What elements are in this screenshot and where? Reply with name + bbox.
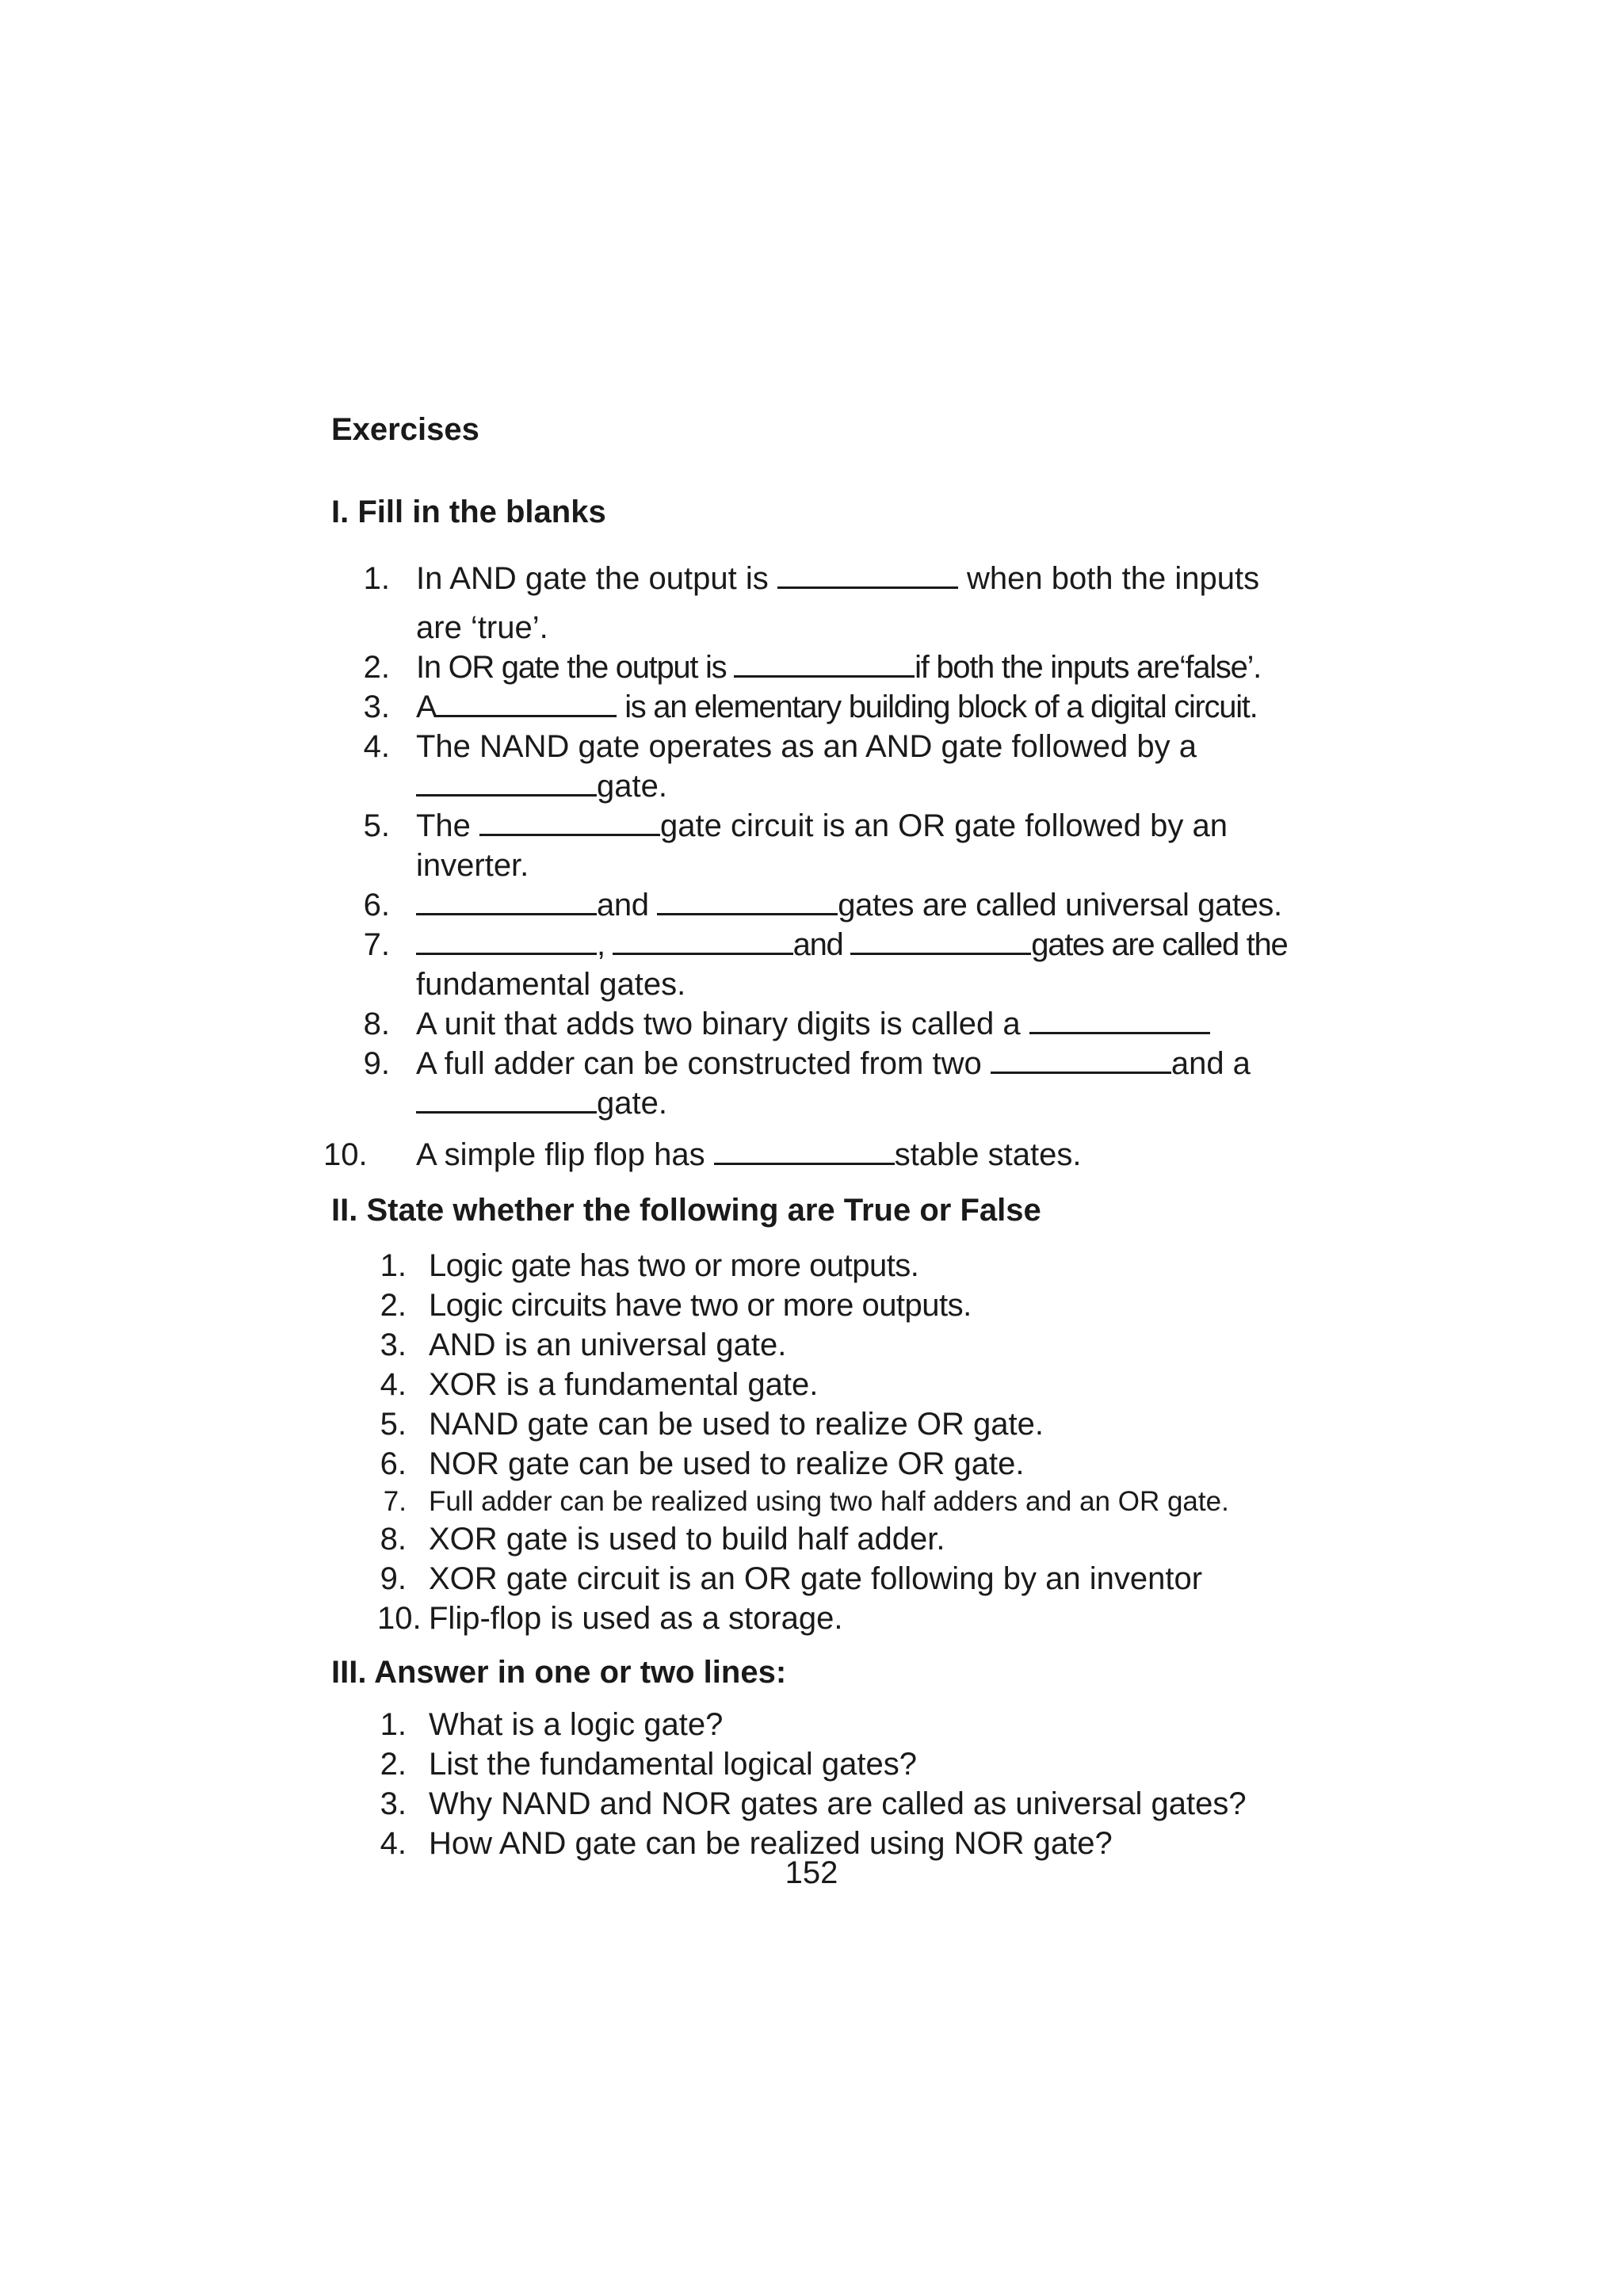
item-number: 9. [363,1046,390,1081]
answer-blank [734,651,915,678]
question-line: gate. [416,770,667,802]
item-number: 6. [363,888,390,923]
question-line: The gate circuit is an OR gate followed by an [416,808,1228,843]
answer-blank [436,691,617,717]
answer-blank [416,1087,597,1114]
answer-blank [613,929,793,955]
answer-blank [850,929,1031,955]
item-number: 10. [323,1137,368,1172]
question-line: A is an elementary building block of a digital circuit. [416,690,1258,724]
statement-line: NAND gate can be used to realize OR gate. [429,1407,1044,1442]
item-number: 1. [363,561,390,596]
item-number: 8. [380,1522,407,1557]
statement-line: XOR is a fundamental gate. [429,1367,819,1402]
question-line: , and gates are called the [416,929,1287,961]
section-heading-short-answer: III. Answer in one or two lines: [331,1655,787,1690]
answer-blank [479,810,660,836]
section-heading-true-false: II. State whether the following are True or False [331,1193,1041,1228]
item-number: 9. [380,1561,407,1596]
item-number: 1. [380,1707,407,1742]
statement-line: AND is an universal gate. [429,1328,787,1362]
question-line: A unit that adds two binary digits is called a [416,1008,1210,1040]
answer-blank [714,1139,895,1165]
item-number: 4. [380,1367,407,1402]
question-line: How AND gate can be realized using NOR gate? [429,1826,1113,1861]
item-number: 2. [380,1747,407,1782]
statement-line: Flip-flop is used as a storage. [429,1601,843,1636]
statement-line: NOR gate can be used to realize OR gate. [429,1446,1025,1481]
item-number: 10. [377,1601,422,1636]
question-line: In AND gate the output is when both the inputs [416,561,1260,596]
answer-blank [991,1048,1171,1074]
question-line: Why NAND and NOR gates are called as universal gates? [429,1786,1247,1821]
page-number: 152 [785,1855,838,1890]
item-number: 8. [363,1007,390,1041]
question-line: gate. [416,1087,667,1119]
question-line: inverter. [416,848,529,883]
item-number: 2. [363,650,390,685]
question-line: fundamental gates. [416,967,686,1002]
item-number: 5. [380,1407,407,1442]
question-line: In OR gate the output is if both the inputs are‘false’. [416,650,1261,685]
item-number: 7. [363,927,390,962]
question-line: A full adder can be constructed from two and a [416,1046,1251,1081]
question-line: The NAND gate operates as an AND gate followed by a [416,729,1197,764]
item-number: 5. [363,808,390,843]
question-line: and gates are called universal gates. [416,889,1282,921]
item-number: 4. [363,729,390,764]
item-number: 3. [380,1786,407,1821]
question-line: List the fundamental logical gates? [429,1747,917,1782]
item-number: 3. [363,690,390,724]
statement-line: Logic gate has two or more outputs. [429,1248,919,1283]
question-line: A simple flip flop has stable states. [416,1137,1082,1172]
answer-blank [777,563,958,589]
item-number: 4. [380,1826,407,1861]
item-number: 7. [383,1486,407,1517]
question-line: are ‘true’. [416,610,548,645]
question-line: What is a logic gate? [429,1707,724,1742]
page-title: Exercises [331,412,479,447]
statement-line: XOR gate circuit is an OR gate following by an inventor [429,1561,1203,1596]
section-heading-fill-blanks: I. Fill in the blanks [331,495,606,529]
answer-blank [416,929,597,955]
statement-line: Logic circuits have two or more outputs. [429,1288,972,1323]
item-number: 6. [380,1446,407,1481]
answer-blank [416,889,597,915]
item-number: 2. [380,1288,407,1323]
answer-blank [416,770,597,797]
answer-blank [1029,1008,1210,1034]
item-number: 3. [380,1328,407,1362]
statement-line: Full adder can be realized using two half adders and an OR gate. [429,1486,1229,1517]
item-number: 1. [380,1248,407,1283]
answer-blank [657,889,838,915]
statement-line: XOR gate is used to build half adder. [429,1522,945,1557]
